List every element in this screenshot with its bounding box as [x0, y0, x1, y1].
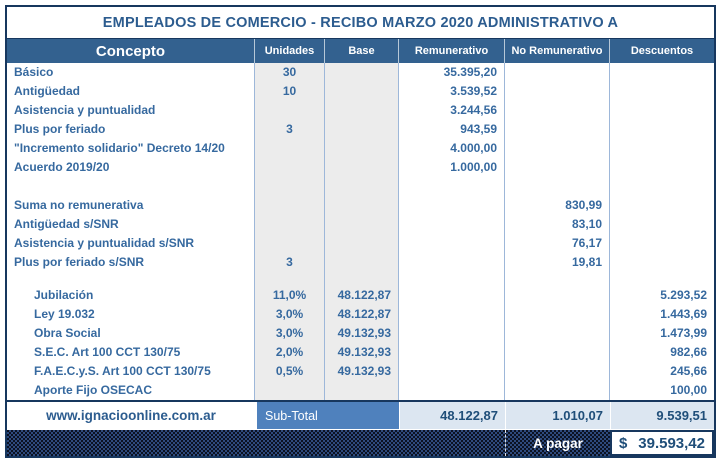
- cell-remunerativo[interactable]: [399, 234, 505, 253]
- cell-descuentos[interactable]: [610, 120, 714, 139]
- cell-concepto[interactable]: Aporte Fijo OSECAC: [7, 381, 255, 400]
- pattern-fill: [7, 430, 505, 456]
- cell-concepto[interactable]: Acuerdo 2019/20: [7, 158, 255, 177]
- table-row: [7, 101, 714, 120]
- table-header-row: [7, 39, 714, 63]
- cell-no-remunerativo[interactable]: [505, 120, 610, 139]
- cell-no-remunerativo[interactable]: 76,17: [505, 234, 610, 253]
- cell-no-remunerativo[interactable]: 83,10: [505, 215, 610, 234]
- subtotal-no-remunerativo[interactable]: 1.010,07: [505, 402, 610, 429]
- table-row: [7, 196, 714, 215]
- table-row: [7, 63, 714, 82]
- a-pagar-row: [7, 429, 714, 456]
- cell-remunerativo[interactable]: 35.395,20: [399, 63, 505, 82]
- cell-concepto[interactable]: Suma no remunerativa: [7, 196, 255, 215]
- cell-remunerativo[interactable]: 3.244,56: [399, 101, 505, 120]
- column-header-no-remunerativo[interactable]: No Remunerativo: [505, 39, 610, 63]
- subtotal-label: Sub-Total: [255, 402, 399, 429]
- total-amount-cell[interactable]: [610, 430, 714, 456]
- cell-concepto[interactable]: Antigüedad s/SNR: [7, 215, 255, 234]
- table-row: [7, 381, 714, 400]
- title-bar: [7, 7, 714, 39]
- table-row: [7, 120, 714, 139]
- cell-base[interactable]: [325, 139, 399, 158]
- cell-descuentos[interactable]: [610, 177, 714, 196]
- column-header-base[interactable]: Base: [325, 39, 399, 63]
- cell-unidades[interactable]: 3,0%: [255, 324, 325, 343]
- cell-no-remunerativo[interactable]: [505, 139, 610, 158]
- table-row: [7, 286, 714, 305]
- cell-remunerativo[interactable]: [399, 343, 505, 362]
- cell-remunerativo[interactable]: 4.000,00: [399, 139, 505, 158]
- table-row: [7, 253, 714, 272]
- total-amount: 39.593,42: [638, 434, 705, 452]
- cell-descuentos[interactable]: [610, 272, 714, 286]
- column-header-remunerativo[interactable]: Remunerativo: [399, 39, 505, 63]
- cell-concepto[interactable]: "Incremento solidario" Decreto 14/20: [7, 139, 255, 158]
- cell-no-remunerativo[interactable]: [505, 324, 610, 343]
- table-row: [7, 215, 714, 234]
- recibo-sheet: [5, 5, 716, 458]
- cell-unidades[interactable]: 0,5%: [255, 362, 325, 381]
- cell-unidades[interactable]: [255, 177, 325, 196]
- cell-concepto[interactable]: Antigüedad: [7, 82, 255, 101]
- column-header-unidades[interactable]: Unidades: [255, 39, 325, 63]
- column-header-concepto[interactable]: Concepto: [7, 39, 255, 63]
- cell-descuentos[interactable]: 982,66: [670, 345, 707, 359]
- cell-descuentos[interactable]: [610, 139, 714, 158]
- cell-descuentos[interactable]: 245,66: [670, 364, 707, 378]
- cell-unidades[interactable]: [255, 381, 325, 400]
- cell-remunerativo[interactable]: [399, 305, 505, 324]
- cell-no-remunerativo[interactable]: [505, 305, 610, 324]
- cell-remunerativo[interactable]: [399, 196, 505, 215]
- cell-concepto[interactable]: Obra Social: [7, 324, 255, 343]
- subtotal-row: [7, 400, 714, 429]
- cell-concepto[interactable]: F.A.E.C.y.S. Art 100 CCT 130/75: [7, 362, 255, 381]
- cell-remunerativo[interactable]: [399, 324, 505, 343]
- subtotal-descuentos[interactable]: 9.539,51: [610, 402, 714, 429]
- cell-descuentos[interactable]: 1.443,69: [660, 307, 707, 321]
- cell-base[interactable]: [325, 381, 399, 400]
- cell-unidades[interactable]: [255, 139, 325, 158]
- cell-descuentos[interactable]: [610, 101, 714, 120]
- table-row: [7, 158, 714, 177]
- cell-no-remunerativo[interactable]: [505, 82, 610, 101]
- cell-concepto[interactable]: Jubilación: [7, 286, 255, 305]
- cell-concepto[interactable]: Ley 19.032: [7, 305, 255, 324]
- cell-descuentos[interactable]: 1.473,99: [660, 326, 707, 340]
- cell-no-remunerativo[interactable]: 830,99: [505, 196, 610, 215]
- cell-concepto[interactable]: Asistencia y puntualidad: [7, 101, 255, 120]
- cell-base[interactable]: [325, 120, 399, 139]
- cell-base[interactable]: [325, 177, 399, 196]
- cell-remunerativo[interactable]: [399, 253, 505, 272]
- cell-concepto[interactable]: Plus por feriado: [7, 120, 255, 139]
- cell-unidades[interactable]: [255, 272, 325, 286]
- subtotal-remunerativo[interactable]: 48.122,87: [399, 402, 505, 429]
- cell-concepto[interactable]: Asistencia y puntualidad s/SNR: [7, 234, 255, 253]
- cell-descuentos[interactable]: [610, 82, 714, 101]
- cell-unidades[interactable]: [255, 101, 325, 120]
- cell-base[interactable]: 48.122,87: [325, 305, 399, 324]
- cell-unidades[interactable]: [255, 215, 325, 234]
- cell-descuentos[interactable]: [610, 234, 714, 253]
- cell-remunerativo[interactable]: [399, 381, 505, 400]
- cell-unidades[interactable]: 3: [255, 253, 325, 272]
- cell-remunerativo[interactable]: [399, 286, 505, 305]
- cell-base[interactable]: [325, 215, 399, 234]
- cell-base[interactable]: 49.132,93: [325, 343, 399, 362]
- cell-remunerativo[interactable]: [399, 215, 505, 234]
- cell-no-remunerativo[interactable]: [505, 286, 610, 305]
- cell-base[interactable]: [325, 82, 399, 101]
- cell-base[interactable]: [325, 158, 399, 177]
- cell-base[interactable]: [325, 196, 399, 215]
- currency-symbol: $: [619, 434, 628, 452]
- cell-no-remunerativo[interactable]: [505, 362, 610, 381]
- cell-base[interactable]: [325, 63, 399, 82]
- cell-concepto[interactable]: S.E.C. Art 100 CCT 130/75: [7, 343, 255, 362]
- cell-no-remunerativo[interactable]: [505, 63, 610, 82]
- spacer-row: [7, 272, 714, 286]
- cell-remunerativo[interactable]: 943,59: [399, 120, 505, 139]
- cell-unidades[interactable]: 3,0%: [255, 305, 325, 324]
- cell-concepto[interactable]: [7, 272, 255, 286]
- cell-base[interactable]: 49.132,93: [325, 324, 399, 343]
- cell-base[interactable]: 49.132,93: [325, 362, 399, 381]
- cell-base[interactable]: [325, 101, 399, 120]
- cell-remunerativo[interactable]: [399, 177, 505, 196]
- cell-base[interactable]: 48.122,87: [325, 286, 399, 305]
- table-row: [7, 324, 714, 343]
- cell-no-remunerativo[interactable]: [505, 381, 610, 400]
- cell-descuentos[interactable]: 5.293,52: [660, 288, 707, 302]
- column-header-descuentos[interactable]: Descuentos: [630, 45, 694, 57]
- cell-unidades[interactable]: [255, 158, 325, 177]
- cell-descuentos[interactable]: [610, 63, 714, 82]
- cell-descuentos[interactable]: [610, 215, 714, 234]
- cell-base[interactable]: [325, 234, 399, 253]
- table-row: [7, 362, 714, 381]
- cell-base[interactable]: [325, 272, 399, 286]
- cell-unidades[interactable]: 30: [255, 63, 325, 82]
- cell-unidades[interactable]: 2,0%: [255, 343, 325, 362]
- cell-unidades[interactable]: 3: [255, 120, 325, 139]
- cell-no-remunerativo[interactable]: [505, 158, 610, 177]
- table-row: [7, 343, 714, 362]
- cell-descuentos[interactable]: [610, 158, 714, 177]
- cell-descuentos[interactable]: [610, 196, 714, 215]
- website-link[interactable]: www.ignacioonline.com.ar: [7, 402, 255, 429]
- cell-remunerativo[interactable]: 3.539,52: [399, 82, 505, 101]
- table-body: [7, 63, 714, 400]
- cell-descuentos[interactable]: 100,00: [670, 383, 707, 397]
- cell-concepto[interactable]: [7, 177, 255, 196]
- a-pagar-label: A pagar: [533, 435, 583, 451]
- cell-remunerativo[interactable]: [399, 272, 505, 286]
- cell-descuentos[interactable]: [610, 253, 714, 272]
- table-row: [7, 139, 714, 158]
- table-row: [7, 82, 714, 101]
- cell-no-remunerativo[interactable]: [505, 177, 610, 196]
- cell-no-remunerativo[interactable]: [505, 343, 610, 362]
- spacer-row: [7, 177, 714, 196]
- page-title: EMPLEADOS DE COMERCIO - RECIBO MARZO 2020 ADMINISTRATIVO A: [102, 14, 619, 31]
- table-row: [7, 305, 714, 324]
- a-pagar-label-cell: [505, 430, 610, 456]
- cell-no-remunerativo[interactable]: [505, 272, 610, 286]
- cell-remunerativo[interactable]: [399, 362, 505, 381]
- cell-no-remunerativo[interactable]: 19,81: [505, 253, 610, 272]
- cell-no-remunerativo[interactable]: [505, 101, 610, 120]
- cell-base[interactable]: [325, 253, 399, 272]
- cell-concepto[interactable]: Plus por feriado s/SNR: [7, 253, 255, 272]
- cell-unidades[interactable]: [255, 196, 325, 215]
- cell-remunerativo[interactable]: 1.000,00: [399, 158, 505, 177]
- cell-unidades[interactable]: 11,0%: [255, 286, 325, 305]
- cell-unidades[interactable]: 10: [255, 82, 325, 101]
- cell-concepto[interactable]: Básico: [7, 63, 255, 82]
- cell-unidades[interactable]: [255, 234, 325, 253]
- table-row: [7, 234, 714, 253]
